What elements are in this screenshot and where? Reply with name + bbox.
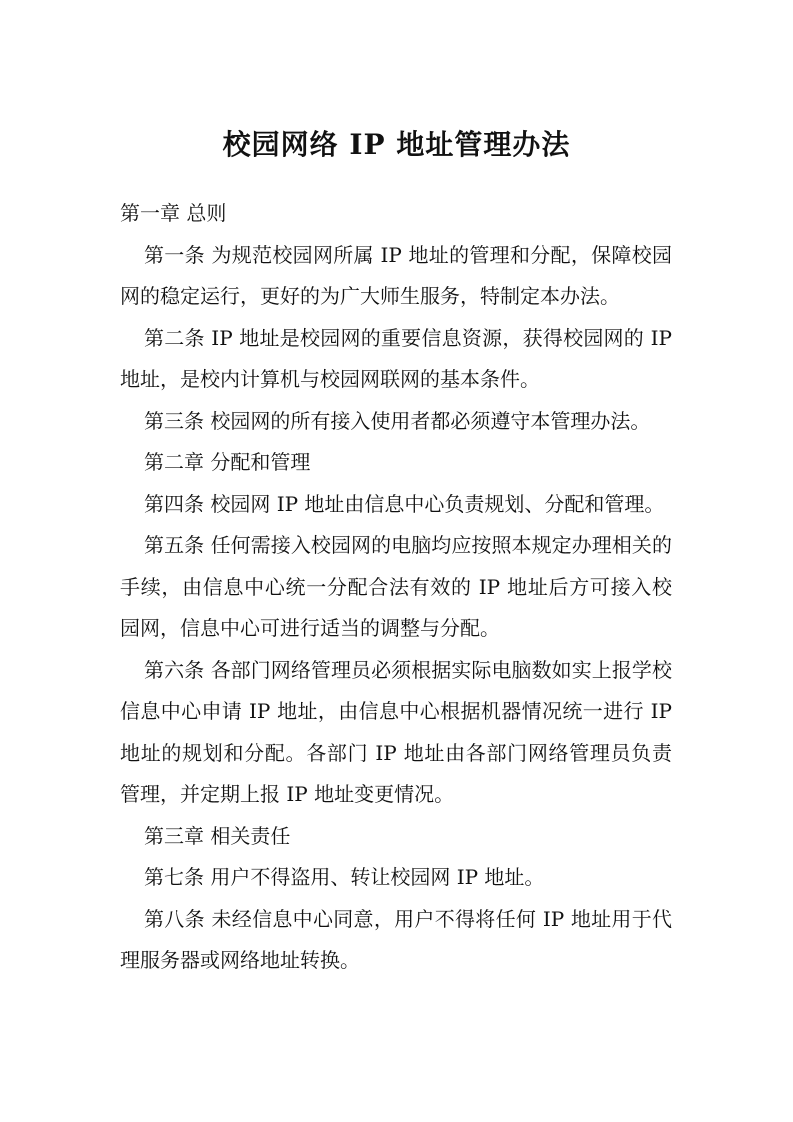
article-8: 第八条 未经信息中心同意，用户不得将任何 IP 地址用于代理服务器或网络地址转换。 (120, 906, 672, 972)
article-4: 第四条 校园网 IP 地址由信息中心负责规划、分配和管理。 (144, 491, 665, 516)
document-title: 校园网络 IP 地址管理办法 (222, 128, 571, 161)
article-7: 第七条 用户不得盗用、转让校园网 IP 地址。 (144, 865, 545, 889)
article-5: 第五条 任何需接入校园网的电脑均应按照本规定办理相关的手续，由信息中心统一分配合法有效的 IP 地址后方可接入校园网，信息中心可进行适当的调整与分配。 (120, 533, 672, 640)
chapter-heading-3: 第三章 相关责任 (144, 823, 291, 848)
chapter-heading-1: 第一章 总则 (120, 201, 227, 225)
document-body (120, 193, 672, 982)
article-6: 第六条 各部门网络管理员必须根据实际电脑数如实上报学校信息中心申请 IP 地址，由信息中心根据机器情况统一进行 IP 地址的规划和分配。各部门 IP 地址由各部门网络管理员负责管理，并定期上报 IP 地址变更情况。 (120, 657, 672, 806)
article-2: 第二条 IP 地址是校园网的重要信息资源，获得校园网的 IP 地址，是校内计算机与校园网联网的基本条件。 (120, 325, 672, 391)
chapter-heading-2: 第二章 分配和管理 (144, 450, 311, 474)
article-3: 第三条 校园网的所有接入使用者都必须遵守本管理办法。 (144, 408, 651, 433)
article-1: 第一条 为规范校园网所属 IP 地址的管理和分配，保障校园网的稳定运行，更好的为广大师生服务，特制定本办法。 (120, 242, 672, 308)
